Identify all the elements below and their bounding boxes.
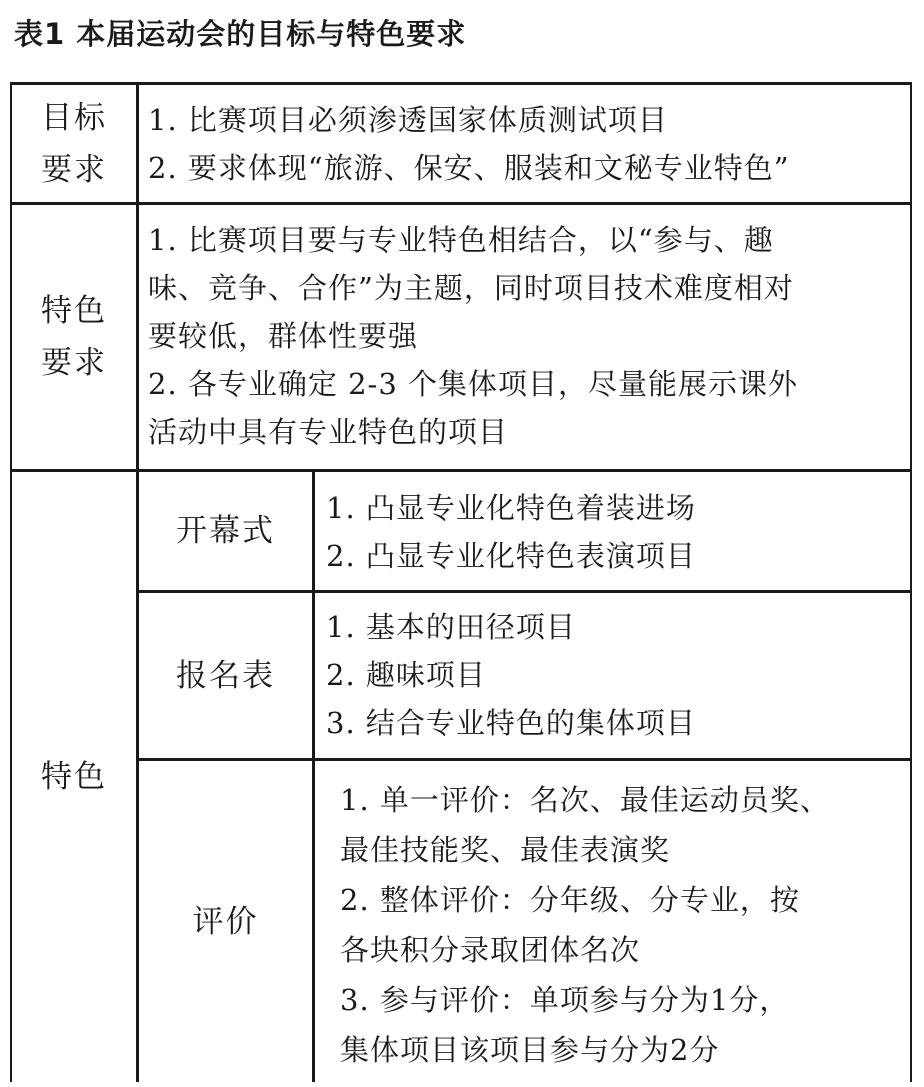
- signup-item: 3. 结合专业特色的集体项目: [326, 706, 696, 740]
- feature-req-item1-line: 要较低，群体性要强: [148, 319, 419, 353]
- goal-item: 1. 比赛项目必须渗透国家体质测试项目: [148, 103, 668, 137]
- feature-label: [12, 472, 136, 1082]
- feature-req-item1-line: 1. 比赛项目要与专业特色相结合，以“参与、趣: [148, 223, 774, 257]
- opening-item: 1. 凸显专业化特色着装进场: [326, 491, 696, 525]
- evaluation-line: 1. 单一评价：名次、最佳运动员奖、: [340, 783, 830, 817]
- goal-label-line2: 要求: [41, 151, 107, 188]
- signup-label-text: 报名表: [176, 657, 275, 694]
- evaluation-label-text: 评价: [192, 903, 259, 940]
- table-caption: 表1 本届运动会的目标与特色要求: [14, 17, 467, 51]
- evaluation-line: 3. 参与评价：单项参与分为1分，: [340, 983, 790, 1017]
- signup-item: 1. 基本的田径项目: [326, 610, 576, 644]
- evaluation-line: 2. 整体评价：分年级、分专业，按: [340, 883, 800, 917]
- evaluation-content: [340, 775, 908, 1075]
- evaluation-label: [139, 761, 312, 1082]
- feature-req-label-line1: 特色: [41, 293, 107, 329]
- row-divider: [10, 202, 912, 205]
- feature-req-content: [148, 216, 908, 456]
- signup-content: [326, 603, 910, 747]
- goal-label-line1: 目标: [41, 99, 107, 136]
- goal-item: 2. 要求体现“旅游、保安、服装和文秘专业特色”: [148, 151, 790, 185]
- feature-req-label-line2: 要求: [41, 345, 107, 381]
- feature-label-text: 特色: [41, 759, 107, 795]
- feature-req-item2-line: 活动中具有专业特色的项目: [148, 415, 509, 449]
- evaluation-line: 各块积分录取团体名次: [340, 933, 641, 967]
- evaluation-line: 集体项目该项目参与分为2分: [340, 1033, 720, 1067]
- signup-label: [139, 593, 312, 758]
- sub-column-divider: [312, 469, 315, 1082]
- evaluation-line: 最佳技能奖、最佳表演奖: [340, 833, 671, 867]
- opening-label-text: 开幕式: [176, 513, 275, 549]
- feature-req-item1-line: 味、竞争、合作”为主题，同时项目技术难度相对: [148, 271, 794, 305]
- opening-item: 2. 凸显专业化特色表演项目: [326, 539, 696, 573]
- goal-content: [148, 96, 908, 192]
- signup-item: 2. 趣味项目: [326, 658, 486, 692]
- goal-label: [12, 85, 136, 202]
- opening-content: [326, 484, 910, 580]
- feature-req-label: [12, 205, 136, 469]
- opening-label: [139, 472, 312, 590]
- feature-req-item2-line: 2. 各专业确定 2-3 个集体项目，尽量能展示课外: [148, 367, 799, 401]
